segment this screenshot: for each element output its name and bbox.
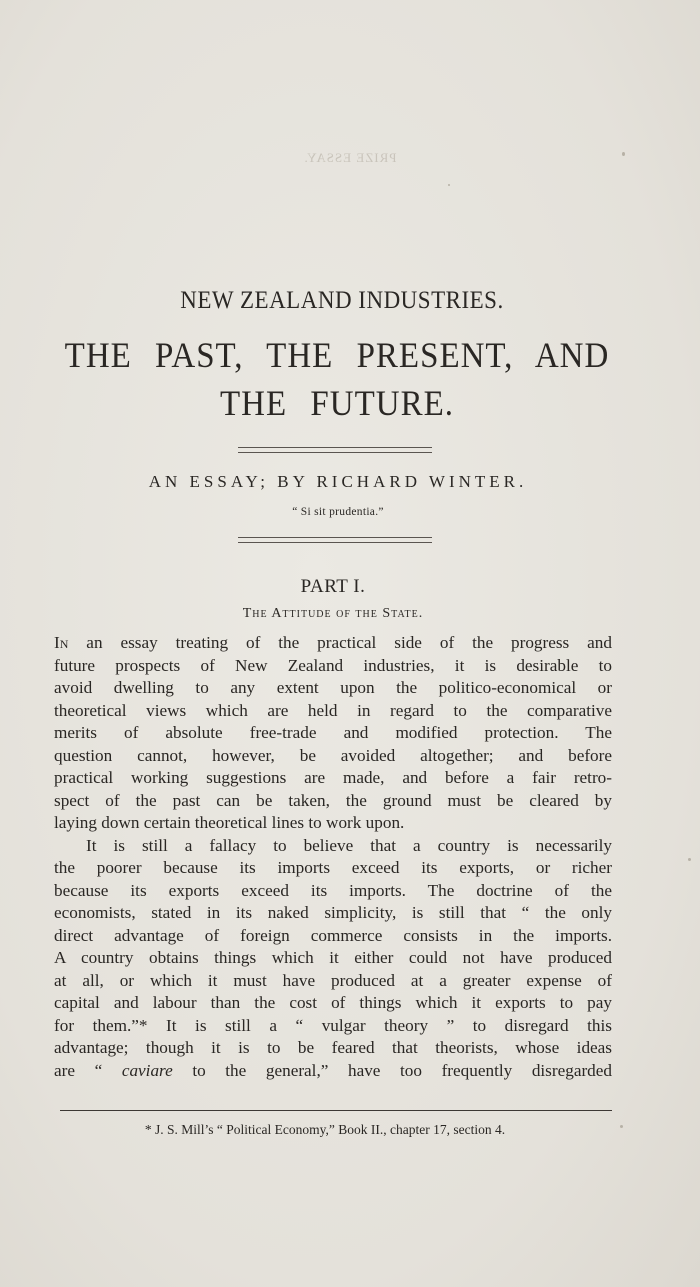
double-rule-top bbox=[238, 447, 432, 453]
body-line: the poorer because its imports exceed its exports, or richer bbox=[54, 858, 612, 877]
body-line: theoretical views which are held in regard to the comparative bbox=[54, 700, 612, 720]
paper-speck bbox=[448, 184, 450, 186]
paper-speck bbox=[620, 1125, 623, 1128]
bleed-through-text: PRIZE ESSAY. bbox=[303, 150, 397, 165]
paper-speck bbox=[622, 152, 625, 156]
italic-word: caviare bbox=[121, 1060, 173, 1080]
footnote-rule bbox=[60, 1110, 612, 1111]
body-line: capital and labour than the cost of things which it exports to pay bbox=[54, 993, 612, 1012]
body-line: advantage; though it is to be feared that theorists, whose ideas bbox=[54, 1038, 612, 1057]
body-line: avoid dwelling to any extent upon the politico-economical or bbox=[54, 678, 612, 697]
body-line: In an essay treating of the practical side of the progress and bbox=[54, 633, 612, 652]
body-line: are “ caviare to the general,” have too frequently disregarded bbox=[54, 1060, 612, 1080]
essay-subtitle: THE PAST, THE PRESENT, AND THE FUTURE. bbox=[64, 336, 610, 424]
body-line: A country obtains things which it either could not have produced bbox=[54, 948, 612, 967]
body-line: laying down certain theoretical lines to work upon. bbox=[54, 813, 405, 832]
body-line: It is still a fallacy to believe that a country is necessarily bbox=[86, 835, 612, 855]
paper-speck bbox=[688, 858, 691, 861]
author-byline: AN ESSAY; BY RICHARD WINTER. bbox=[148, 472, 528, 491]
body-line: because its exports exceed its imports. The doctrine of the bbox=[54, 880, 612, 900]
footnote: * J. S. Mill’s “ Political Economy,” Book II., chapter 17, section 4. bbox=[144, 1122, 506, 1137]
motto-quote: “ Si sit prudentia.” bbox=[292, 506, 384, 518]
body-line: spect of the past can be taken, the ground must be cleared by bbox=[54, 790, 612, 810]
body-line: at all, or which it must have produced at a greater expense of bbox=[54, 970, 612, 990]
body-line: for them.”* It is still a “ vulgar theory ” to disregard this bbox=[54, 1015, 612, 1035]
drop-word: In bbox=[54, 633, 69, 652]
essay-title: NEW ZEALAND INDUSTRIES. bbox=[180, 285, 504, 314]
section-heading: The Attitude of the State. bbox=[242, 606, 424, 621]
body-line: economists, stated in its naked simplicity, is still that “ the only bbox=[54, 903, 612, 922]
part-heading: PART I. bbox=[300, 576, 366, 597]
body-line: question cannot, however, be avoided altogether; and before bbox=[54, 745, 612, 765]
body-line: merits of absolute free-trade and modified protection. The bbox=[54, 723, 612, 742]
double-rule-bottom bbox=[238, 537, 432, 543]
body-line: direct advantage of foreign commerce consists in the imports. bbox=[54, 925, 612, 945]
body-text bbox=[54, 632, 612, 1082]
body-line: future prospects of New Zealand industries, it is desirable to bbox=[54, 655, 612, 675]
body-line: practical working suggestions are made, and before a fair retro- bbox=[54, 768, 612, 787]
